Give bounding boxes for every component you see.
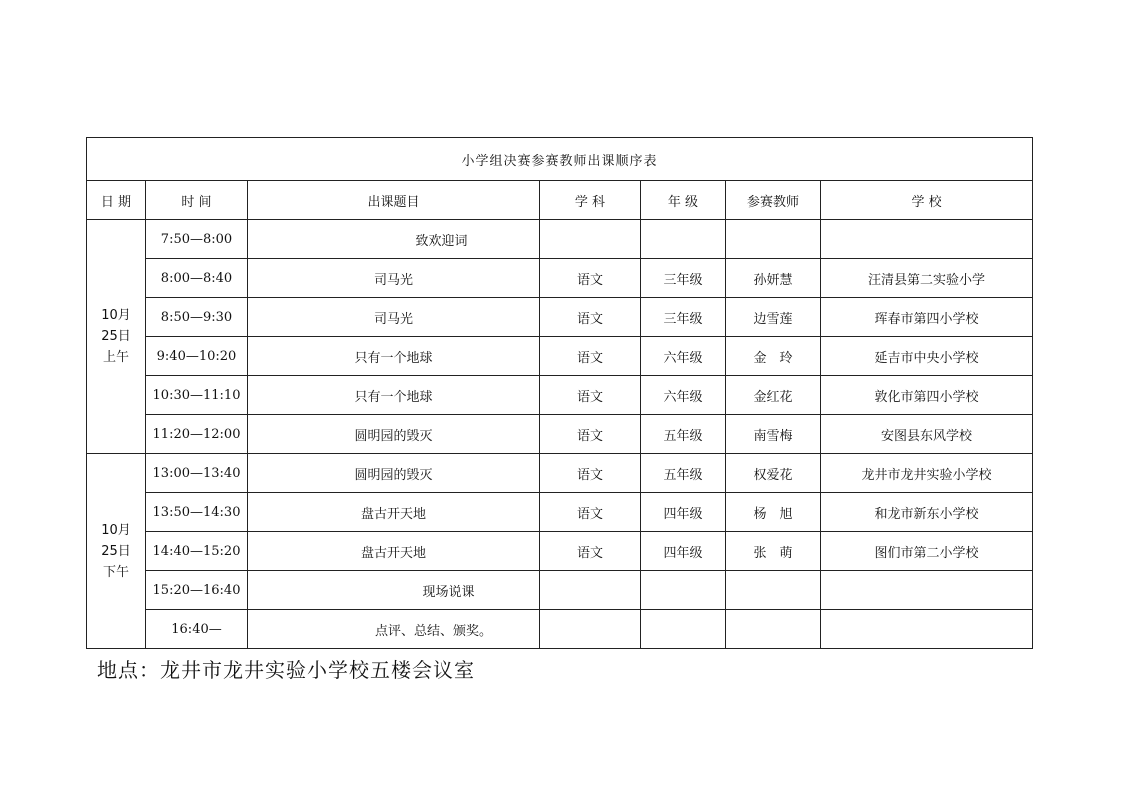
session-topic: 圆明园的毁灭 — [248, 415, 540, 454]
session-grade: 六年级 — [641, 337, 726, 376]
afternoon-date-month: 10月 — [101, 522, 131, 538]
welcome-text: 致欢迎词 — [248, 220, 540, 259]
header-topic: 出课题目 — [248, 181, 540, 220]
header-school: 学 校 — [821, 181, 1033, 220]
closing-text: 点评、总结、颁奖。 — [248, 610, 540, 649]
session-topic: 盘古开天地 — [248, 493, 540, 532]
title-row — [87, 138, 1033, 181]
session-school: 安图县东风学校 — [821, 415, 1033, 454]
session-subject: 语文 — [540, 298, 641, 337]
session-time: 9:40—10:20 — [146, 337, 248, 376]
session-school: 汪清县第二实验小学 — [821, 259, 1033, 298]
session-time: 11:20—12:00 — [146, 415, 248, 454]
morning-date-month: 10月 — [101, 308, 131, 323]
session-grade: 六年级 — [641, 376, 726, 415]
session-school: 延吉市中央小学校 — [821, 337, 1033, 376]
session-school: 和龙市新东小学校 — [821, 493, 1033, 532]
location-note: 地点：龙井市龙井实验小学校五楼会议室 — [97, 658, 475, 682]
session-teacher: 金红花 — [726, 376, 821, 415]
session-grade: 三年级 — [641, 259, 726, 298]
lecture-time: 15:20—16:40 — [146, 571, 248, 610]
table-row — [87, 454, 1033, 493]
session-teacher: 孙妍慧 — [726, 259, 821, 298]
table-row — [87, 298, 1033, 337]
header-subject: 学 科 — [540, 181, 641, 220]
table-row — [87, 337, 1033, 376]
morning-date-period: 上午 — [102, 350, 129, 365]
session-topic: 司马光 — [248, 298, 540, 337]
schedule-table — [86, 137, 1033, 649]
session-topic: 司马光 — [248, 259, 540, 298]
closing-row — [87, 610, 1033, 649]
session-topic: 圆明园的毁灭 — [248, 454, 540, 493]
session-teacher: 杨 旭 — [726, 493, 821, 532]
session-subject: 语文 — [540, 454, 641, 493]
session-time: 14:40—15:20 — [146, 532, 248, 571]
session-school: 龙井市龙井实验小学校 — [821, 454, 1033, 493]
session-school: 珲春市第四小学校 — [821, 298, 1033, 337]
welcome-row — [87, 220, 1033, 259]
header-time: 时 间 — [146, 181, 248, 220]
session-topic: 只有一个地球 — [248, 337, 540, 376]
header-date: 日 期 — [87, 181, 146, 220]
closing-time: 16:40— — [146, 610, 248, 649]
header-grade: 年 级 — [641, 181, 726, 220]
afternoon-date-period: 下午 — [102, 564, 129, 580]
session-topic: 只有一个地球 — [248, 376, 540, 415]
session-time: 8:00—8:40 — [146, 259, 248, 298]
lecture-row — [87, 571, 1033, 610]
session-grade: 五年级 — [641, 454, 726, 493]
morning-date-cell — [87, 220, 146, 454]
session-topic: 盘古开天地 — [248, 532, 540, 571]
session-subject: 语文 — [540, 415, 641, 454]
session-time: 10:30—11:10 — [146, 376, 248, 415]
session-time: 13:50—14:30 — [146, 493, 248, 532]
session-time: 8:50—9:30 — [146, 298, 248, 337]
session-teacher: 金 玲 — [726, 337, 821, 376]
table-row — [87, 415, 1033, 454]
header-teacher: 参赛教师 — [726, 181, 821, 220]
table-title: 小学组决赛参赛教师出课顺序表 — [87, 138, 1033, 181]
session-school: 敦化市第四小学校 — [821, 376, 1033, 415]
session-grade: 四年级 — [641, 532, 726, 571]
table-row — [87, 376, 1033, 415]
morning-date-day: 25日 — [101, 329, 131, 344]
session-school: 图们市第二小学校 — [821, 532, 1033, 571]
session-subject: 语文 — [540, 532, 641, 571]
session-time: 13:00—13:40 — [146, 454, 248, 493]
afternoon-date-day: 25日 — [101, 543, 131, 559]
session-teacher: 权爱花 — [726, 454, 821, 493]
table-row — [87, 259, 1033, 298]
session-grade: 三年级 — [641, 298, 726, 337]
lecture-text: 现场说课 — [248, 571, 540, 610]
session-subject: 语文 — [540, 376, 641, 415]
session-teacher: 张 萌 — [726, 532, 821, 571]
session-subject: 语文 — [540, 259, 641, 298]
session-teacher: 南雪梅 — [726, 415, 821, 454]
afternoon-date-cell — [87, 454, 146, 649]
session-grade: 五年级 — [641, 415, 726, 454]
session-teacher: 边雪莲 — [726, 298, 821, 337]
header-row — [87, 181, 1033, 220]
session-subject: 语文 — [540, 337, 641, 376]
welcome-time: 7:50—8:00 — [146, 220, 248, 259]
schedule-sheet — [86, 137, 1032, 649]
session-grade: 四年级 — [641, 493, 726, 532]
table-row — [87, 493, 1033, 532]
table-row — [87, 532, 1033, 571]
session-subject: 语文 — [540, 493, 641, 532]
